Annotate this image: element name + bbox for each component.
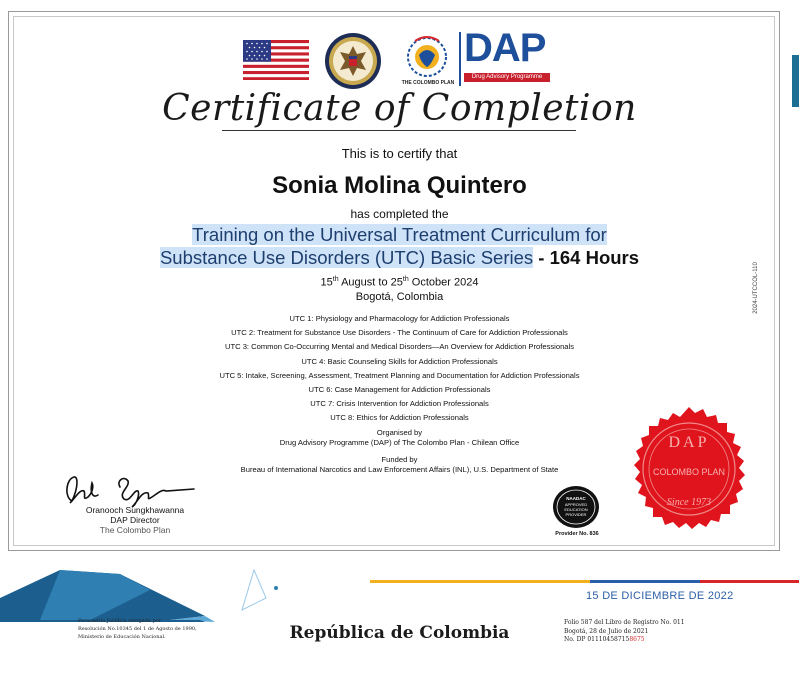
apostille-date: 15 DE DICIEMBRE DE 2022 [586,590,734,602]
organiser-name: Drug Advisory Programme (DAP) of The Colombo Plan - Chilean Office [279,438,520,447]
republic-heading: República de Colombia [289,623,510,643]
registry-line: Folio 587 del Libro de Registro No. 011 [564,619,685,626]
course-location: Bogotá, Colombia [355,290,444,303]
module-item: UTC 1: Physiology and Pharmacology for Addiction Professionals [289,314,510,323]
course-title-line-2: Substance Use Disorders (UTC) Basic Series [159,247,534,268]
module-item: UTC 4: Basic Counseling Skills for Addiction Professionals [301,356,498,366]
department-of-state-seal-icon [324,32,382,90]
date-start-suffix: th [332,276,339,283]
resolution-line: Resolución No.10345 del 1 de Agosto de 1990, [78,626,197,632]
date-end-rest: October 2024 [408,276,479,289]
naadac-line: APPROVED [564,502,588,507]
funder-name: Bureau of International Narcotics and Law Enforcement Affairs (INL), U.S. Department of State [240,465,559,474]
provider-number: Provider No. 836 [555,531,599,537]
seal-middle-text: COLOMBO PLAN [652,467,726,477]
us-flag-icon [243,40,309,80]
naadac-line: PROVIDER [565,512,587,517]
signatory-org: The Colombo Plan [99,525,171,535]
module-item: UTC 3: Common Co-Occurring Mental and Medical Disorders—An Overview for Addiction Professionals [224,342,575,352]
dap-red-seal-icon [623,405,755,537]
module-item: UTC 2: Treatment for Substance Use Disorders - The Continuum of Care for Addiction Professionals [231,328,568,338]
date-start-month: August to [338,276,391,289]
course-dates [0,273,799,304]
resolution-line: Ministerio de Educación Nacional. [78,634,166,640]
recipient-name: Sonia Molina Quintero [272,172,527,199]
course-title-line-1: Training on the Universal Treatment Curriculum for [192,224,607,245]
seal-bottom-text: Since 1973 [666,497,712,508]
naadac-approved-provider-badge [551,484,601,530]
module-item: UTC 6: Case Management for Addiction Professionals [308,385,491,395]
signatory-title: DAP Director [110,515,160,525]
signatory-name: Oranooch Sungkhawanna [85,505,185,515]
registry-number: No. DP 01110458715 [564,636,630,643]
date-end-day: 25 [390,276,403,289]
date-end-suffix: th [402,276,409,283]
certificate-title: Certificate of Completion [162,88,637,129]
colombo-plan-logo-text: THE COLOMBO PLAN [401,80,455,86]
registry-block [564,619,764,645]
date-start-day: 15 [320,276,333,289]
course-hours: - 164 Hours [533,247,640,268]
completed-line: has completed the [350,207,449,221]
stripe-red [700,580,799,583]
certify-line: This is to certify that [341,146,458,161]
funded-label: Funded by [381,455,418,464]
stripe-yellow [370,580,590,583]
course-title [0,223,799,269]
module-item: UTC 5: Intake, Screening, Assessment, Treatment Planning and Documentation for Addiction Professionals [219,370,580,380]
serial-code-text: 2024-UTCCOL-110 [753,262,759,314]
naadac-line: EDUCATION [564,507,588,512]
logo-row [0,28,799,90]
signature-icon [62,467,202,509]
resolution-line: Personería Jurídica otorgada por [78,618,162,624]
organised-label: Organised by [376,428,423,437]
dap-logo: DAP [464,26,546,70]
naadac-line: NAADAC [566,496,586,501]
registry-line: Bogotá, 28 de Julio de 2021 [564,627,649,635]
stripe-blue [590,580,700,583]
serial-code [749,251,763,331]
title-underline [222,130,576,131]
seal-top-text: DAP [668,434,710,451]
module-item: UTC 7: Crisis Intervention for Addiction Professionals [310,399,489,409]
module-item: UTC 8: Ethics for Addiction Professionals [330,413,469,423]
logo-divider [459,32,461,86]
registry-number-red: 8675 [629,636,645,643]
dap-logo-subtitle: Drug Advisory Programme [464,73,550,82]
signatory-block [60,505,210,535]
